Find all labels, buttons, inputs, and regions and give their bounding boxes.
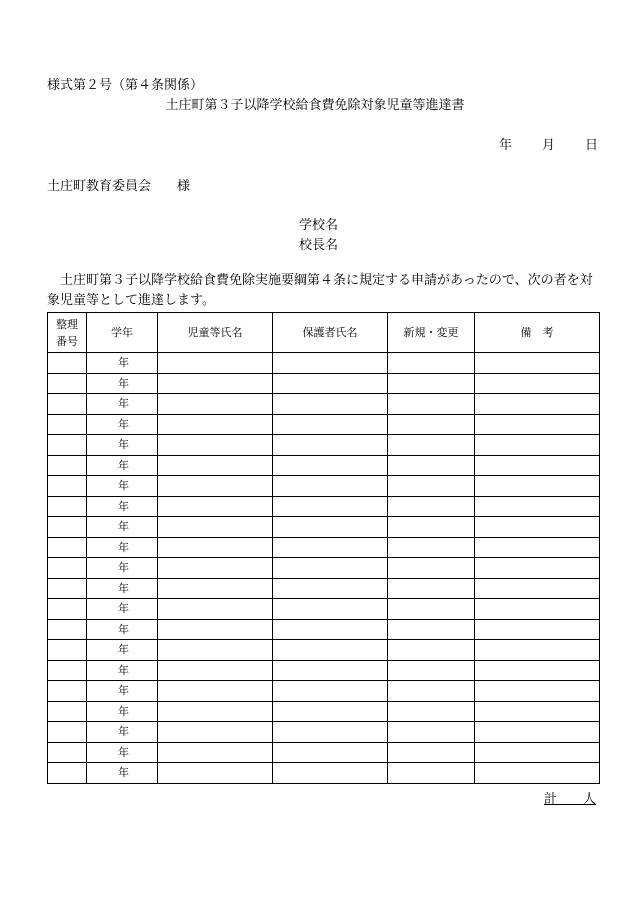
new-change-cell[interactable] bbox=[388, 476, 475, 497]
remarks-cell[interactable] bbox=[475, 537, 600, 558]
child-name-cell[interactable] bbox=[158, 373, 273, 394]
child-name-cell[interactable] bbox=[158, 558, 273, 579]
guardian-name-cell[interactable] bbox=[273, 517, 388, 538]
remarks-cell[interactable] bbox=[475, 373, 600, 394]
grade-cell: 年 bbox=[87, 394, 158, 415]
child-name-cell[interactable] bbox=[158, 701, 273, 722]
remarks-cell[interactable] bbox=[475, 414, 600, 435]
new-change-cell[interactable] bbox=[388, 455, 475, 476]
guardian-name-cell[interactable] bbox=[273, 619, 388, 640]
number-cell[interactable] bbox=[48, 578, 87, 599]
guardian-name-cell[interactable] bbox=[273, 578, 388, 599]
remarks-cell[interactable] bbox=[475, 701, 600, 722]
table-row bbox=[48, 414, 600, 435]
remarks-cell[interactable] bbox=[475, 578, 600, 599]
remarks-cell[interactable] bbox=[475, 476, 600, 497]
header-remarks: 備 考 bbox=[475, 313, 600, 353]
guardian-name-cell[interactable] bbox=[273, 558, 388, 579]
child-name-cell[interactable] bbox=[158, 455, 273, 476]
school-name-label: 学校名 bbox=[299, 218, 339, 233]
header-number bbox=[48, 313, 87, 353]
grade-cell: 年 bbox=[87, 619, 158, 640]
table-row bbox=[48, 373, 600, 394]
new-change-cell[interactable] bbox=[388, 435, 475, 456]
body-text: 土庄町第３子以降学校給食費免除実施要綱第４条に規定する申請があったので、次の者を対象児童等として進達します。 bbox=[47, 273, 593, 308]
new-change-cell[interactable] bbox=[388, 496, 475, 517]
new-change-cell[interactable] bbox=[388, 353, 475, 374]
grade-cell: 年 bbox=[87, 373, 158, 394]
child-name-cell[interactable] bbox=[158, 353, 273, 374]
new-change-cell[interactable] bbox=[388, 414, 475, 435]
child-name-cell[interactable] bbox=[158, 414, 273, 435]
grade-cell: 年 bbox=[87, 455, 158, 476]
number-cell[interactable] bbox=[48, 496, 87, 517]
date-year: 年 bbox=[498, 138, 512, 153]
new-change-cell[interactable] bbox=[388, 537, 475, 558]
guardian-name-cell[interactable] bbox=[273, 742, 388, 763]
number-cell[interactable] bbox=[48, 619, 87, 640]
table-row bbox=[48, 455, 600, 476]
remarks-cell[interactable] bbox=[475, 722, 600, 743]
table-row bbox=[48, 476, 600, 497]
child-name-cell[interactable] bbox=[158, 517, 273, 538]
child-name-cell[interactable] bbox=[158, 640, 273, 661]
guardian-name-cell[interactable] bbox=[273, 763, 388, 784]
guardian-name-cell[interactable] bbox=[273, 414, 388, 435]
child-name-cell[interactable] bbox=[158, 722, 273, 743]
new-change-cell[interactable] bbox=[388, 722, 475, 743]
grade-cell: 年 bbox=[87, 496, 158, 517]
remarks-cell[interactable] bbox=[475, 742, 600, 763]
new-change-cell[interactable] bbox=[388, 578, 475, 599]
guardian-name-cell[interactable] bbox=[273, 394, 388, 415]
grade-cell: 年 bbox=[87, 742, 158, 763]
grade-cell: 年 bbox=[87, 640, 158, 661]
number-cell[interactable] bbox=[48, 763, 87, 784]
number-cell[interactable] bbox=[48, 373, 87, 394]
child-name-cell[interactable] bbox=[158, 681, 273, 702]
table-row bbox=[48, 640, 600, 661]
number-cell[interactable] bbox=[48, 517, 87, 538]
grade-cell: 年 bbox=[87, 517, 158, 538]
grade-cell: 年 bbox=[87, 722, 158, 743]
guardian-name-cell[interactable] bbox=[273, 353, 388, 374]
child-name-cell[interactable] bbox=[158, 763, 273, 784]
guardian-name-cell[interactable] bbox=[273, 660, 388, 681]
table-row bbox=[48, 558, 600, 579]
guardian-name-cell[interactable] bbox=[273, 722, 388, 743]
table-row bbox=[48, 578, 600, 599]
child-name-cell[interactable] bbox=[158, 476, 273, 497]
grade-cell: 年 bbox=[87, 681, 158, 702]
new-change-cell[interactable] bbox=[388, 373, 475, 394]
table-header-row bbox=[48, 313, 600, 353]
new-change-cell[interactable] bbox=[388, 742, 475, 763]
guardian-name-cell[interactable] bbox=[273, 640, 388, 661]
addressee: 土庄町教育委員会 様 bbox=[47, 179, 191, 194]
grade-cell: 年 bbox=[87, 599, 158, 620]
guardian-name-cell[interactable] bbox=[273, 701, 388, 722]
grade-cell: 年 bbox=[87, 435, 158, 456]
remarks-cell[interactable] bbox=[475, 558, 600, 579]
date-line bbox=[499, 134, 598, 153]
grade-cell: 年 bbox=[87, 660, 158, 681]
remarks-cell[interactable] bbox=[475, 455, 600, 476]
table-row bbox=[48, 517, 600, 538]
guardian-name-cell[interactable] bbox=[273, 455, 388, 476]
remarks-cell[interactable] bbox=[475, 517, 600, 538]
new-change-cell[interactable] bbox=[388, 619, 475, 640]
guardian-name-cell[interactable] bbox=[273, 681, 388, 702]
number-cell[interactable] bbox=[48, 742, 87, 763]
roster-table bbox=[47, 312, 600, 784]
grade-cell: 年 bbox=[87, 353, 158, 374]
table-row bbox=[48, 394, 600, 415]
header-guardian-name: 保護者氏名 bbox=[273, 313, 388, 353]
new-change-cell[interactable] bbox=[388, 763, 475, 784]
number-cell[interactable] bbox=[48, 455, 87, 476]
grade-cell: 年 bbox=[87, 701, 158, 722]
guardian-name-cell[interactable] bbox=[273, 435, 388, 456]
table-row bbox=[48, 763, 600, 784]
remarks-cell[interactable] bbox=[475, 394, 600, 415]
new-change-cell[interactable] bbox=[388, 681, 475, 702]
total-count-label: 計 人 bbox=[544, 792, 597, 807]
number-cell[interactable] bbox=[48, 394, 87, 415]
number-cell[interactable] bbox=[48, 701, 87, 722]
child-name-cell[interactable] bbox=[158, 435, 273, 456]
grade-cell: 年 bbox=[87, 558, 158, 579]
new-change-cell[interactable] bbox=[388, 640, 475, 661]
number-cell[interactable] bbox=[48, 722, 87, 743]
new-change-cell[interactable] bbox=[388, 517, 475, 538]
table-row bbox=[48, 353, 600, 374]
header-new-change: 新規・変更 bbox=[388, 313, 475, 353]
table-row bbox=[48, 660, 600, 681]
guardian-name-cell[interactable] bbox=[273, 373, 388, 394]
number-cell[interactable] bbox=[48, 681, 87, 702]
number-cell[interactable] bbox=[48, 640, 87, 661]
remarks-cell[interactable] bbox=[475, 353, 600, 374]
new-change-cell[interactable] bbox=[388, 599, 475, 620]
child-name-cell[interactable] bbox=[158, 496, 273, 517]
table-row bbox=[48, 537, 600, 558]
new-change-cell[interactable] bbox=[388, 558, 475, 579]
grade-cell: 年 bbox=[87, 476, 158, 497]
guardian-name-cell[interactable] bbox=[273, 537, 388, 558]
child-name-cell[interactable] bbox=[158, 537, 273, 558]
child-name-cell[interactable] bbox=[158, 619, 273, 640]
table-row bbox=[48, 496, 600, 517]
header-child-name: 児童等氏名 bbox=[158, 313, 273, 353]
number-cell[interactable] bbox=[48, 435, 87, 456]
grade-cell: 年 bbox=[87, 537, 158, 558]
new-change-cell[interactable] bbox=[388, 660, 475, 681]
remarks-cell[interactable] bbox=[475, 640, 600, 661]
number-cell[interactable] bbox=[48, 414, 87, 435]
number-cell[interactable] bbox=[48, 353, 87, 374]
child-name-cell[interactable] bbox=[158, 394, 273, 415]
number-cell[interactable] bbox=[48, 476, 87, 497]
header-number-line1: 整理 bbox=[56, 317, 78, 331]
remarks-cell[interactable] bbox=[475, 619, 600, 640]
remarks-cell[interactable] bbox=[475, 763, 600, 784]
date-day: 日 bbox=[584, 138, 598, 153]
child-name-cell[interactable] bbox=[158, 742, 273, 763]
number-cell[interactable] bbox=[48, 558, 87, 579]
date-month: 月 bbox=[541, 138, 555, 153]
number-cell[interactable] bbox=[48, 599, 87, 620]
table-row bbox=[48, 722, 600, 743]
document-title: 土庄町第３子以降学校給食費免除対象児童等進達書 bbox=[165, 98, 465, 113]
remarks-cell[interactable] bbox=[475, 660, 600, 681]
header-number-line2: 番号 bbox=[56, 334, 78, 348]
guardian-name-cell[interactable] bbox=[273, 599, 388, 620]
guardian-name-cell[interactable] bbox=[273, 476, 388, 497]
new-change-cell[interactable] bbox=[388, 701, 475, 722]
remarks-cell[interactable] bbox=[475, 599, 600, 620]
remarks-cell[interactable] bbox=[475, 435, 600, 456]
table-row bbox=[48, 681, 600, 702]
table-row bbox=[48, 599, 600, 620]
new-change-cell[interactable] bbox=[388, 394, 475, 415]
table-row bbox=[48, 742, 600, 763]
remarks-cell[interactable] bbox=[475, 496, 600, 517]
table-row bbox=[48, 435, 600, 456]
table-row bbox=[48, 619, 600, 640]
roster-body bbox=[48, 353, 600, 784]
grade-cell: 年 bbox=[87, 578, 158, 599]
remarks-cell[interactable] bbox=[475, 681, 600, 702]
child-name-cell[interactable] bbox=[158, 599, 273, 620]
principal-name-label: 校長名 bbox=[299, 238, 339, 253]
number-cell[interactable] bbox=[48, 537, 87, 558]
table-row bbox=[48, 701, 600, 722]
guardian-name-cell[interactable] bbox=[273, 496, 388, 517]
child-name-cell[interactable] bbox=[158, 660, 273, 681]
form-number-label: 様式第２号（第４条関係） bbox=[47, 78, 204, 93]
number-cell[interactable] bbox=[48, 660, 87, 681]
grade-cell: 年 bbox=[87, 763, 158, 784]
header-grade: 学年 bbox=[87, 313, 158, 353]
child-name-cell[interactable] bbox=[158, 578, 273, 599]
grade-cell: 年 bbox=[87, 414, 158, 435]
